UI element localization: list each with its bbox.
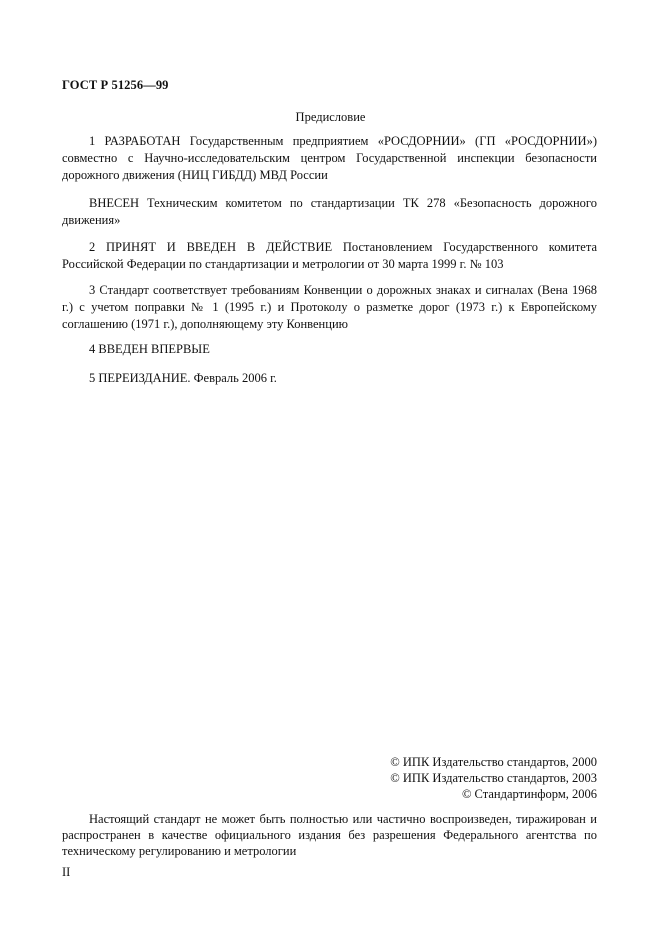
- foreword-paragraph-developed: 1 РАЗРАБОТАН Государственным предприятием «РОСДОРНИИ» (ГП «РОСДОРНИИ») совместно с Научно-исследовательским центром Государственной инспекции безопасности дорожного движения (НИЦ ГИБДД) МВД России: [62, 134, 597, 182]
- copyright-line: © Стандартинформ, 2006: [461, 787, 597, 801]
- copyright-block: [390, 754, 597, 802]
- foreword-paragraph-first-introduced: 4 ВВЕДЕН ВПЕРВЫЕ: [89, 342, 210, 356]
- document-code-header: ГОСТ Р 51256—99: [62, 78, 169, 92]
- foreword-paragraph-introduced: ВНЕСЕН Техническим комитетом по стандартизации ТК 278 «Безопасность дорожного движения»: [62, 196, 597, 227]
- copyright-line: © ИПК Издательство стандартов, 2003: [390, 771, 597, 785]
- page-number: II: [62, 865, 71, 879]
- foreword-title: Предисловие: [295, 110, 366, 124]
- reproduction-notice: Настоящий стандарт не может быть полностью или частично воспроизведен, тиражирован и распространен в качестве официального издания без разрешения Федерального агентства по техническому регулированию и метрологии: [62, 812, 597, 858]
- copyright-line: © ИПК Издательство стандартов, 2000: [390, 755, 597, 769]
- foreword-paragraph-reissue: 5 ПЕРЕИЗДАНИЕ. Февраль 2006 г.: [89, 371, 277, 385]
- foreword-paragraph-adopted: 2 ПРИНЯТ И ВВЕДЕН В ДЕЙСТВИЕ Постановлением Государственного комитета Российской Федерации по стандартизации и метрологии от 30 марта 1999 г. № 103: [62, 240, 597, 271]
- foreword-paragraph-conformity: 3 Стандарт соответствует требованиям Конвенции о дорожных знаках и сигналах (Вена 1968 г.) с учетом поправки № 1 (1995 г.) и Протоколу о разметке дорог (1973 г.) к Европейскому соглашению (1971 г.), дополняющему эту Конвенцию: [62, 283, 597, 331]
